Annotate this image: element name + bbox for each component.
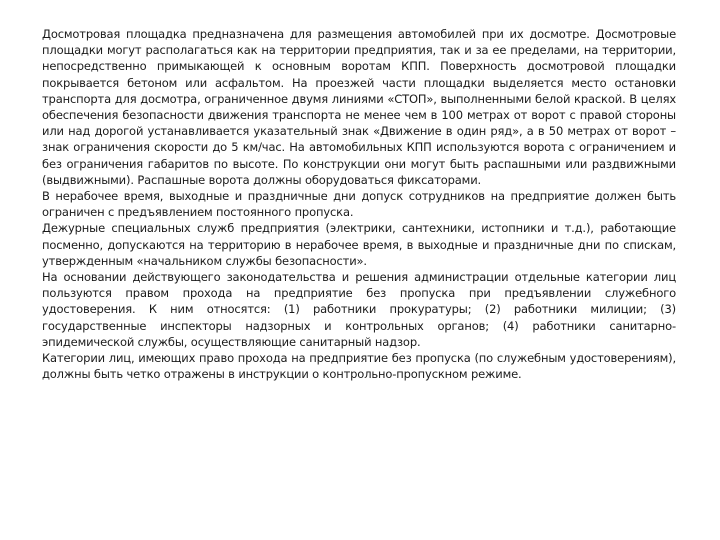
document-body	[42, 26, 676, 382]
paragraph-privileged-categories: На основании действующего законодательства и решения администрации отдельные категории лиц пользуются правом прохода на предприятие без пропуска при предъявлении служебного удостоверения. К ним относятся: (1) работники прокуратуры; (2) работники милиции; (3) государственные инспекторы надзорных и контрольных органов; (4) работники санитарно-эпидемической службы, осуществляющие санитарный надзор.	[42, 270, 676, 349]
paragraph-off-hours-access: В нерабочее время, выходные и праздничные дни допуск сотрудников на предприятие должен быть ограничен с предъявлением постоянного пропуска.	[42, 189, 676, 220]
paragraph-duty-services: Дежурные специальных служб предприятия (электрики, сантехники, истопники и т.д.), работающие посменно, допускаются на территорию в нерабочее время, в выходные и праздничные дни по спискам, утвержденным «начальником службы безопасности».	[42, 221, 676, 268]
paragraph-instruction-note: Категории лиц, имеющих право прохода на предприятие без пропуска (по служебным удостоверениям), должны быть четко отражены в инструкции о контрольно-пропускном режиме.	[42, 351, 676, 382]
paragraph-inspection-area: Досмотровая площадка предназначена для размещения автомобилей при их досмотре. Досмотровые площадки могут располагаться как на территории предприятия, так и за ее пределами, на территории, непосредственно примыкающей к основным воротам КПП. Поверхность досмотровой площадки покрывается бетоном или асфальтом. На проезжей части площадки выделяется место остановки транспорта для досмотра, ограниченное двумя линиями «СТОП», выполненными белой краской. В целях обеспечения безопасности движения транспорта не менее чем в 100 метрах от ворот с правой стороны или над дорогой устанавливается указательный знак «Движение в один ряд», а в 50 метрах от ворот – знак ограничения скорости до 5 км/час. На автомобильных КПП используются ворота с ограничением и без ограничения габаритов по высоте. По конструкции они могут быть распашными или раздвижными (выдвижными). Распашные ворота должны оборудоваться фиксаторами.	[42, 27, 676, 187]
